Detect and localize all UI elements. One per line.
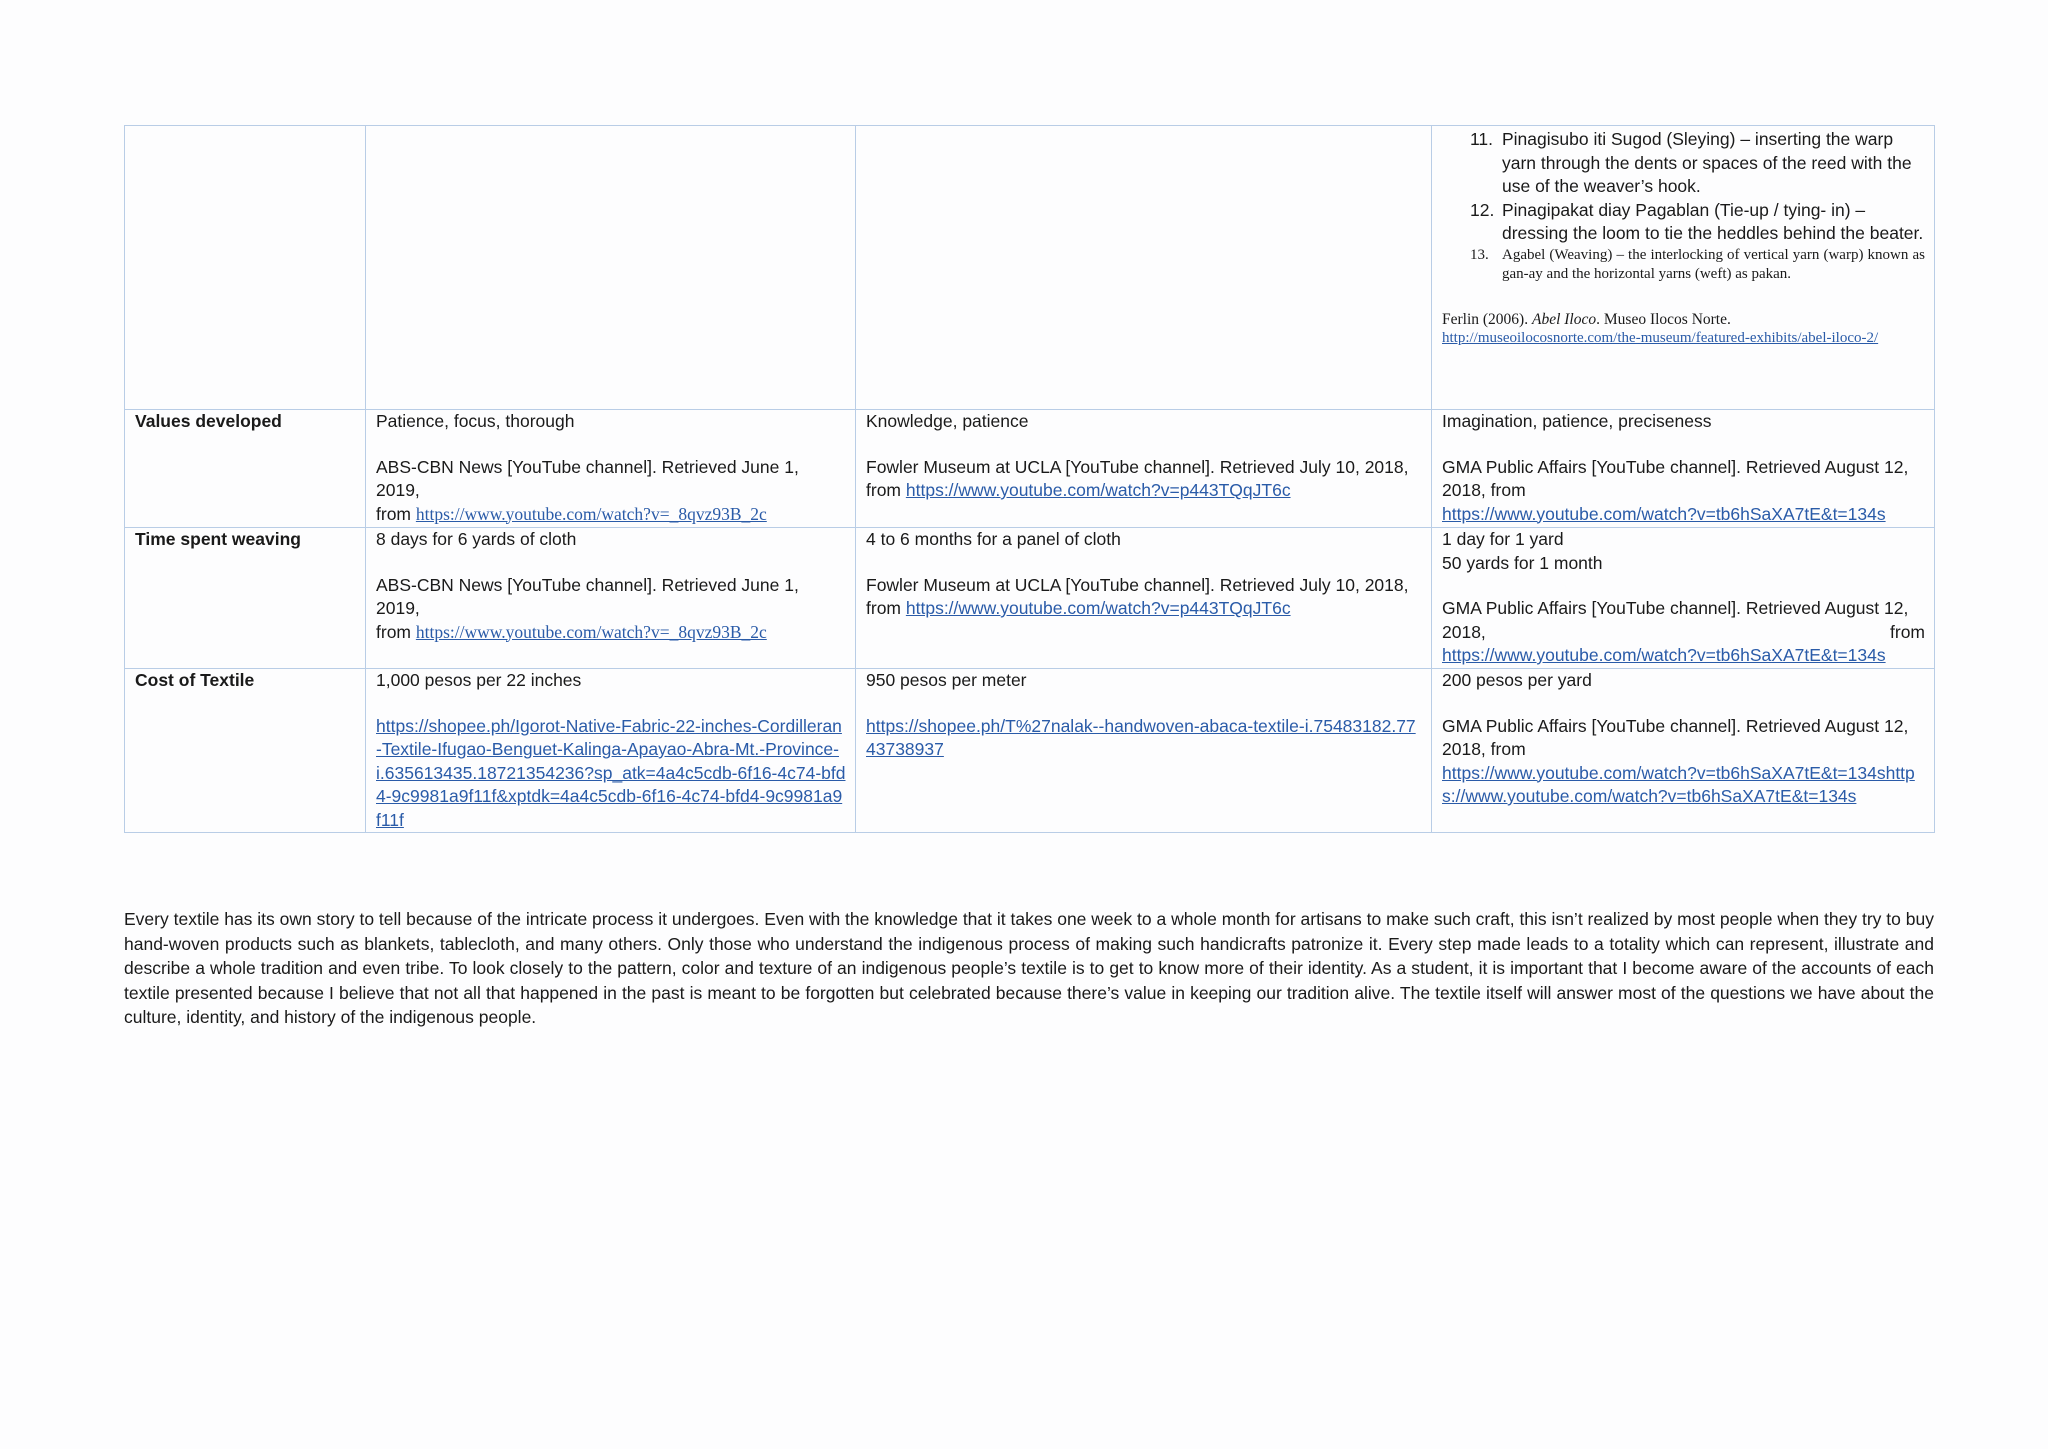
table-cell	[1432, 528, 1935, 669]
retrieved-text: [YouTube channel]. Retrieved July 10, 2018,	[1065, 574, 1409, 595]
step-number: 13.	[1470, 246, 1489, 263]
table-cell	[366, 410, 856, 528]
table-row	[125, 669, 1935, 833]
source-link[interactable]: https://www.youtube.com/watch?v=p443TQqJT6c	[905, 598, 1291, 618]
cell-value: 950 pesos per meter	[866, 670, 1027, 690]
table-cell	[856, 126, 1432, 410]
source-name: ABS-CBN News	[376, 574, 503, 595]
retrieved-text: [YouTube channel]. Retrieved August 12,	[1591, 715, 1909, 736]
retrieved-text: [YouTube channel]. Retrieved August 12,	[1591, 598, 1909, 618]
source-citation	[866, 574, 1422, 621]
table-cell	[856, 669, 1432, 833]
row-label-cost: Cost of Textile	[125, 669, 366, 833]
source-name: ABS-CBN News	[376, 456, 503, 477]
cell-value: Patience, focus, thorough	[376, 411, 575, 431]
source-citation	[376, 456, 846, 527]
cell-value: Knowledge, patience	[866, 411, 1029, 431]
table-cell	[1432, 669, 1935, 833]
source-link[interactable]: https://www.youtube.com/watch?v=p443TQqJT6c	[905, 480, 1291, 500]
cell-value: 1,000 pesos per 22 inches	[376, 670, 582, 690]
list-item	[1470, 246, 1925, 285]
list-item	[1470, 128, 1925, 199]
step-text: Pinagisubo iti Sugod (Sleying) – inserting the warp yarn through the dents or spaces of the reed with the use of the weaver’s hook.	[1502, 129, 1912, 196]
table-row	[125, 528, 1935, 669]
year-from-line	[1442, 621, 1925, 645]
from-text: 2018, from	[1442, 739, 1526, 759]
cell-value: 4 to 6 months for a panel of cloth	[866, 529, 1121, 549]
from-text: from	[866, 480, 901, 500]
source-name: Fowler Museum at UCLA	[866, 456, 1061, 477]
table-cell	[366, 669, 856, 833]
cell-value: 200 pesos per yard	[1442, 670, 1592, 690]
citation-title: Abel Iloco	[1531, 310, 1597, 328]
citation-link[interactable]: http://museoilocosnorte.com/the-museum/featured-exhibits/abel-iloco-2/	[1442, 329, 1879, 346]
source-link[interactable]: https://www.youtube.com/watch?v=_8qvz93B_2c	[415, 621, 767, 642]
table-cell	[1432, 410, 1935, 528]
source-citation	[1442, 456, 1925, 527]
table-row	[125, 410, 1935, 528]
source-link[interactable]: https://www.youtube.com/watch?v=tb6hSaXA7tE&t=134shttps://www.youtube.com/watch?v=tb6hSaXA7tE&t=134s	[1442, 762, 1915, 806]
step-number: 11.	[1470, 129, 1494, 149]
source-name: GMA Public Affairs	[1442, 456, 1587, 477]
row-label-time: Time spent weaving	[125, 528, 366, 669]
cell-value: 8 days for 6 yards of cloth	[376, 529, 577, 549]
citation-publisher: . Museo Ilocos Norte.	[1596, 310, 1731, 328]
retrieved-text: [YouTube channel]. Retrieved August 12,	[1591, 456, 1909, 477]
table-cell	[1432, 126, 1935, 410]
retrieved-text: [YouTube channel]. Retrieved July 10, 2018,	[1065, 456, 1409, 477]
table-cell	[856, 528, 1432, 669]
from-text: from	[1890, 621, 1925, 642]
retrieved-text: [YouTube channel]. Retrieved June 1, 2019,	[376, 456, 799, 500]
weaving-steps-list	[1442, 128, 1925, 285]
list-item	[1470, 199, 1925, 246]
shop-link[interactable]: https://shopee.ph/T%27nalak--handwoven-abaca-textile-i.75483182.7743738937	[866, 715, 1416, 759]
source-citation	[1442, 715, 1925, 809]
table-cell	[856, 410, 1432, 528]
citation	[1442, 311, 1925, 347]
source-citation	[866, 456, 1422, 503]
shop-link[interactable]: https://shopee.ph/Igorot-Native-Fabric-22-inches-Cordilleran-Textile-Ifugao-Benguet-Kalinga-Apayao-Abra-Mt.-Province-i.635613435.18721354236?sp_atk=4a4c5cdb-6f16-4c74-bfd4-9c9981a9f11f&xptdk=4a4c5cdb-6f16-4c74-bfd4-9c9981a9f11f	[376, 715, 846, 830]
from-text: 2018, from	[1442, 480, 1526, 500]
source-link[interactable]: https://www.youtube.com/watch?v=tb6hSaXA7tE&t=134s	[1442, 503, 1886, 524]
table-cell	[366, 528, 856, 669]
step-number: 12.	[1470, 199, 1495, 220]
cell-value: 1 day for 1 yard	[1442, 529, 1564, 549]
source-name: Fowler Museum at UCLA	[866, 574, 1061, 595]
year-text: 2018,	[1442, 621, 1486, 642]
from-text: from	[376, 621, 411, 642]
step-text: Pinagipakat diay Pagablan (Tie-up / tying- in) – dressing the loom to tie the heddles behind the beater.	[1502, 199, 1924, 243]
row-label-values: Values developed	[125, 410, 366, 528]
cell-value: 50 yards for 1 month	[1442, 552, 1603, 573]
source-name: GMA Public Affairs	[1442, 715, 1587, 736]
table-row	[125, 126, 1935, 410]
from-text: from	[376, 503, 411, 524]
cell-value: Imagination, patience, preciseness	[1442, 411, 1712, 431]
from-text: from	[866, 598, 901, 618]
textile-comparison-table	[124, 125, 1935, 833]
table-cell	[125, 126, 366, 410]
source-link[interactable]: https://www.youtube.com/watch?v=_8qvz93B_2c	[415, 503, 767, 524]
source-name: GMA Public Affairs	[1442, 598, 1587, 618]
reflection-paragraph: Every textile has its own story to tell because of the intricate process it undergoes. Even with the knowledge that it takes one week to a whole month for artisans to make such craft, this isn’t realized by most people when they try to buy hand-woven products such as blankets, tablecloth, and many others. Only those who understand the indigenous process of making such handicrafts patronize it. Every step made leads to a totality which can represent, illustrate and describe a whole tradition and even tribe. To look closely to the pattern, color and texture of an indigenous people’s textile is to get to know more of their identity. As a student, it is important that I become aware of the accounts of each textile presented because I believe that not all that happened in the past is meant to be forgotten but celebrated because there’s value in keeping our tradition alive. The textile itself will answer most of the questions we have about the culture, identity, and history of the indigenous people.	[124, 909, 1934, 1027]
source-citation	[376, 574, 846, 645]
source-link[interactable]: https://www.youtube.com/watch?v=tb6hSaXA7tE&t=134s	[1442, 645, 1886, 665]
retrieved-text: [YouTube channel]. Retrieved June 1, 2019,	[376, 574, 799, 618]
source-citation	[1442, 597, 1925, 668]
table-cell	[366, 126, 856, 410]
step-text: Agabel (Weaving) – the interlocking of vertical yarn (warp) known as gan-ay and the horizontal yarns (weft) as pakan.	[1502, 246, 1925, 282]
citation-author: Ferlin (2006).	[1442, 310, 1529, 328]
